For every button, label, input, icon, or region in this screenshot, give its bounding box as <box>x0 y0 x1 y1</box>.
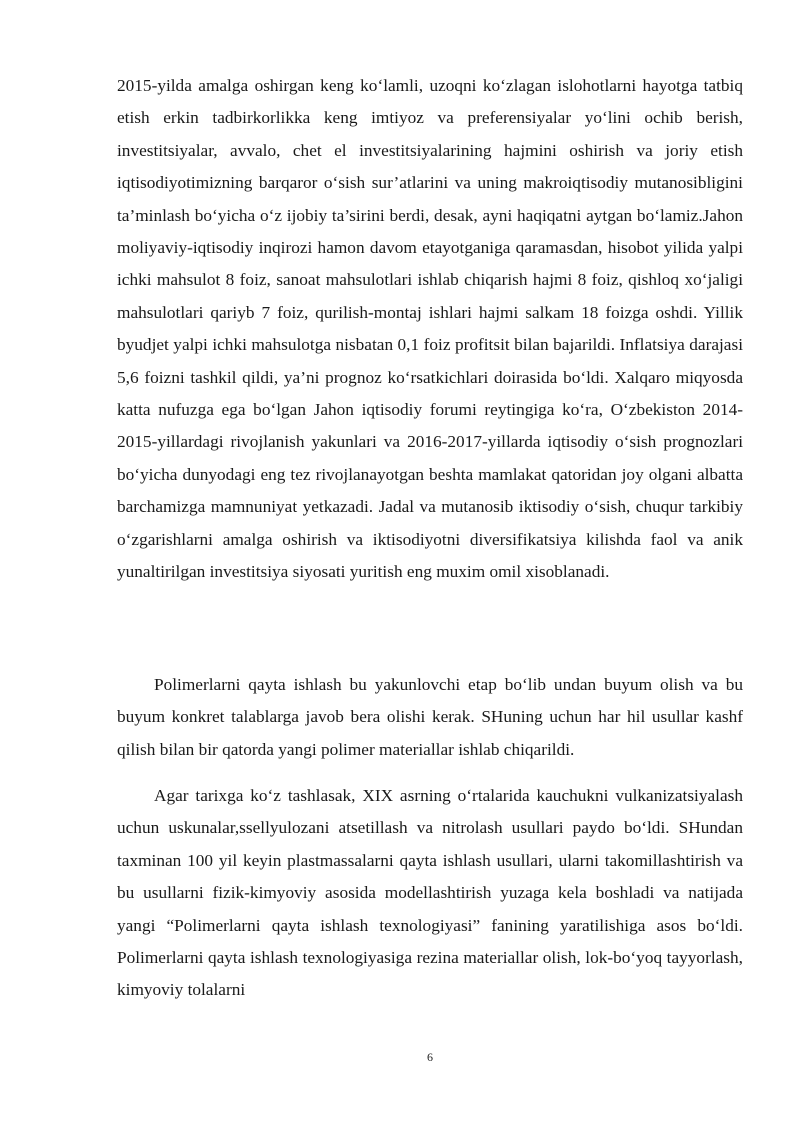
body-paragraph-2: Polimerlarni qayta ishlash bu yakunlovchi etap bo‘lib undan buyum olish va bu buyum konkret talablarga javob bera olishi kerak. SHuning uchun har hil usullar kashf qilish bilan bir qatorda yangi polimer materiallar ishlab chiqarildi. <box>117 675 743 759</box>
page-number: 6 <box>427 1050 433 1064</box>
body-paragraph-3: Agar tarixga ko‘z tashlasak, XIX asrning o‘rtalarida kauchukni vulkanizatsiyalash uchun uskunalar,ssellyulozani atsetillash va nitrolash usullari paydo bo‘ldi. SHundan taxminan 100 yil keyin plastmassalarni qayta ishlash usullari, ularni takomillashtirish va bu usullarni fizik-kimyoviy asosida modellashtirish yuzaga kela boshladi va natijada yangi “Polimerlarni qayta ishlash texnologiyasi” fanining yaratilishiga asos bo‘ldi. Polimerlarni qayta ishlash texnologiyasiga rezina materiallar olish, lok-bo‘yoq tayyorlash, kimyoviy tolalarni <box>117 786 743 1000</box>
body-paragraph-1: 2015-yilda amalga oshirgan keng ko‘lamli, uzoqni ko‘zlagan islohotlarni hayotga tatbiq etish erkin tadbirkorlikka keng imtiyoz va preferensiyalar yo‘lini ochib berish, investitsiyalar, avvalo, chet el investitsiyalarining hajmini oshirish va joriy etish iqtisodiyotimizning barqaror o‘sish sur’atlarini va uning makroiqtisodiy mutanosibligini ta’minlash bo‘yicha o‘z ijobiy ta’sirini berdi, desak, ayni haqiqatni aytgan bo‘lamiz.Jahon moliyaviy-iqtisodiy inqirozi hamon davom etayotganiga qaramasdan, hisobot yilida yalpi ichki mahsulot 8 foiz, sanoat mahsulotlari ishlab chiqarish hajmi 8 foiz, qishloq xo‘jaligi mahsulotlari qariyb 7 foiz, qurilish-montaj ishlari hajmi salkam 18 foizga oshdi. Yillik byudjet yalpi ichki mahsulotga nisbatan 0,1 foiz profitsit bilan bajarildi. Inflatsiya darajasi 5,6 foizni tashkil qildi, ya’ni prognoz ko‘rsatkichlari doirasida bo‘ldi. Xalqaro miqyosda katta nufuzga ega bo‘lgan Jahon iqtisodiy forumi reytingiga ko‘ra, O‘zbekiston 2014-2015-yillardagi rivojlanish yakunlari va 2016-2017-yillarda iqtisodiy o‘sish prognozlari bo‘yicha dunyodagi eng tez rivojlanayotgan beshta mamlakat qatoridan joy olgani albatta barchamizga mamnuniyat yetkazadi. Jadal va mutanosib iktisodiy o‘sish, chuqur tarkibiy o‘zgarishlarni amalga oshirish va iktisodiyotni diversifikatsiya kilishda faol va anik yunaltirilgan investitsiya siyosati yuritish eng muxim omil xisoblanadi. <box>117 76 743 582</box>
